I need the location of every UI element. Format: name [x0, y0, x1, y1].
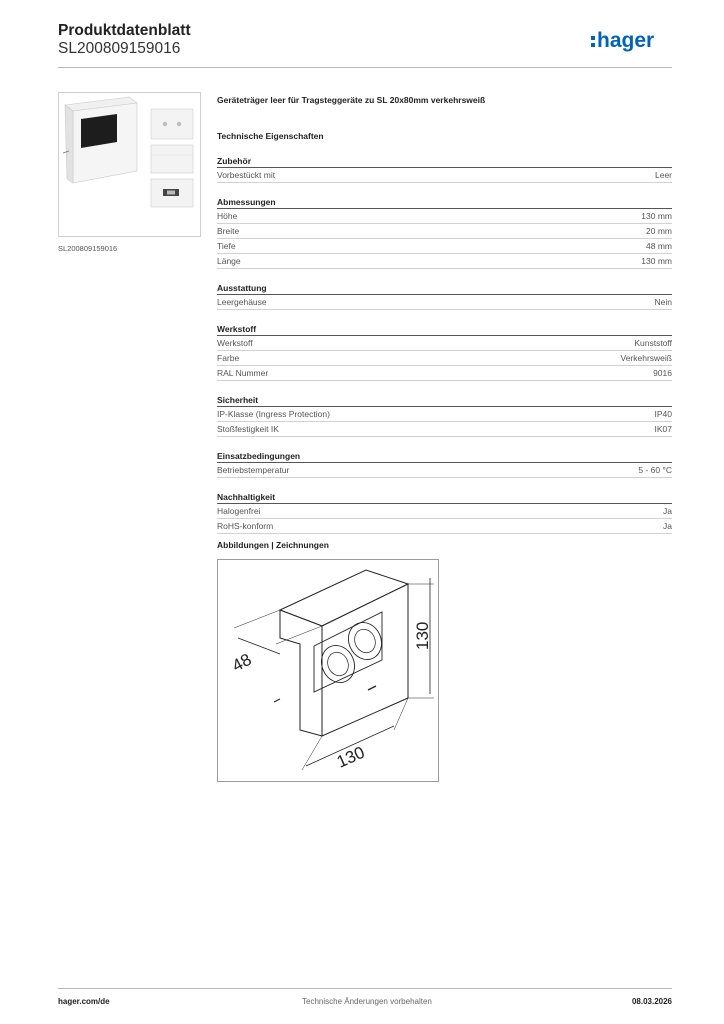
product-image [58, 92, 201, 237]
dimension-depth: 48 [228, 649, 255, 676]
section-heading: Abmessungen [217, 197, 276, 207]
spec-value: Kunststoff [634, 338, 672, 348]
footer-website-link[interactable]: hager.com/de [58, 997, 110, 1006]
spec-rows [217, 208, 672, 269]
product-image-caption: SL200809159016 [58, 244, 118, 253]
spec-value: 9016 [653, 368, 672, 378]
logo-text: hager [597, 29, 655, 52]
spec-label: Stoßfestigkeit IK [217, 424, 279, 434]
spec-section [217, 491, 672, 534]
spec-value: IK07 [654, 424, 672, 434]
spec-row [217, 422, 672, 437]
section-heading: Ausstattung [217, 283, 267, 293]
spec-label: Betriebstemperatur [217, 465, 290, 475]
spec-row [217, 209, 672, 224]
spec-rows [217, 462, 672, 478]
spec-label: Leergehäuse [217, 297, 267, 307]
spec-section [217, 394, 672, 437]
section-heading: Sicherheit [217, 395, 259, 405]
spec-label: Breite [217, 226, 240, 236]
spec-rows [217, 335, 672, 381]
spec-value: Leer [654, 170, 672, 180]
spec-label: RoHS-konform [217, 521, 274, 531]
section-heading: Einsatzbedingungen [217, 451, 301, 461]
spec-value: 130 mm [641, 211, 672, 221]
spec-row [217, 366, 672, 381]
spec-value: 20 mm [646, 226, 672, 236]
spec-rows [217, 406, 672, 437]
spec-label: IP-Klasse (Ingress Protection) [217, 409, 330, 419]
spec-row [217, 407, 672, 422]
spec-value: Nein [654, 297, 672, 307]
hager-logo [590, 26, 672, 54]
spec-rows [217, 167, 672, 183]
spec-rows [217, 294, 672, 310]
spec-label: Vorbestückt mit [217, 170, 276, 180]
spec-row [217, 463, 672, 478]
spec-label: Werkstoff [217, 338, 253, 348]
spec-section [217, 282, 672, 310]
spec-section [217, 450, 672, 478]
technical-heading: Technische Eigenschaften [217, 131, 324, 141]
product-photo-illustration [59, 93, 200, 236]
spec-value: Verkehrsweiß [620, 353, 672, 363]
spec-value: IP40 [654, 409, 672, 419]
dimension-height: 130 [413, 621, 432, 650]
spec-row [217, 168, 672, 183]
spec-row [217, 295, 672, 310]
spec-label: Tiefe [217, 241, 236, 251]
product-number: SL200809159016 [58, 40, 181, 57]
spec-row [217, 519, 672, 534]
spec-value: Ja [663, 521, 672, 531]
spec-row [217, 351, 672, 366]
spec-label: Länge [217, 256, 241, 266]
technical-drawing [217, 559, 439, 782]
drawings-heading: Abbildungen | Zeichnungen [217, 540, 329, 550]
page-header [58, 22, 672, 62]
product-description: Geräteträger leer für Tragsteggeräte zu SL 20x80mm verkehrsweiß [217, 95, 486, 105]
spec-rows [217, 503, 672, 534]
spec-label: Farbe [217, 353, 240, 363]
dimension-drawing [218, 560, 438, 781]
footer-date: 08.03.2026 [631, 997, 672, 1006]
spec-row [217, 224, 672, 239]
dimension-length: 130 [333, 742, 368, 772]
spec-row [217, 254, 672, 269]
header-divider [58, 67, 672, 68]
technical-data [217, 94, 672, 534]
spec-sections [217, 155, 672, 534]
spec-label: RAL Nummer [217, 368, 269, 378]
spec-value: Ja [663, 506, 672, 516]
page-title: Produktdatenblatt [58, 22, 191, 39]
spec-section [217, 196, 672, 269]
section-heading: Zubehör [217, 156, 251, 166]
section-heading: Nachhaltigkeit [217, 492, 276, 502]
section-heading: Werkstoff [217, 324, 257, 334]
spec-row [217, 336, 672, 351]
spec-value: 5 - 60 °C [638, 465, 672, 475]
spec-label: Halogenfrei [217, 506, 261, 516]
spec-row [217, 504, 672, 519]
footer-divider [58, 988, 672, 989]
footer-notice: Technische Änderungen vorbehalten [302, 997, 432, 1006]
spec-section [217, 155, 672, 183]
spec-section [217, 323, 672, 381]
spec-value: 48 mm [646, 241, 672, 251]
spec-row [217, 239, 672, 254]
spec-value: 130 mm [641, 256, 672, 266]
spec-label: Höhe [217, 211, 238, 221]
